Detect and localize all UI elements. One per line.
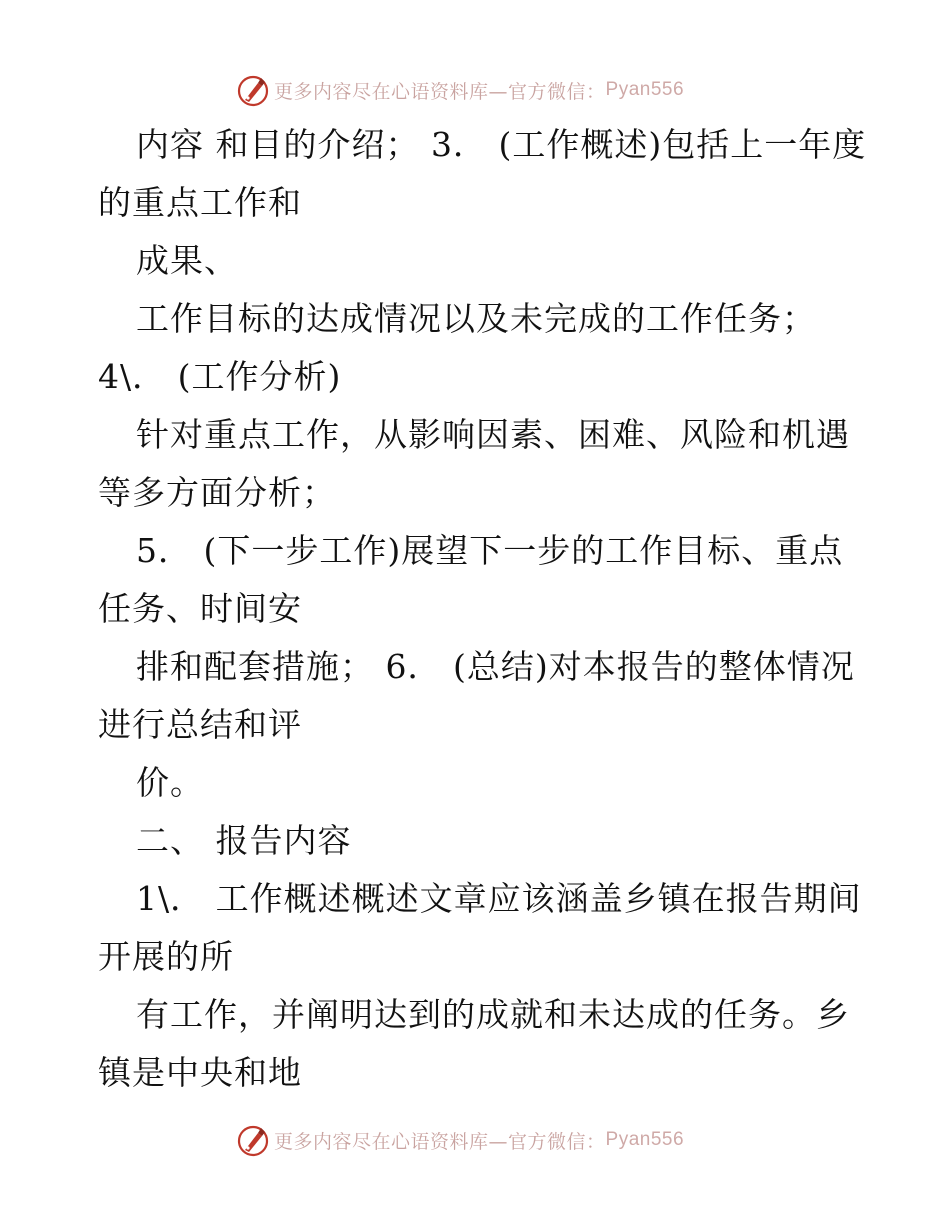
header-watermark	[236, 72, 684, 108]
text-line: 价。	[136, 763, 204, 802]
watermark-wechat-id: Pyan556	[605, 1129, 685, 1150]
text-line: 成果、	[136, 241, 238, 280]
text-line: 二、 报告内容	[136, 821, 352, 860]
text-line: 1\． 工作概述概述文章应该涵盖乡镇在报告期间	[136, 879, 862, 918]
text-line: 5． (下一步工作)展望下一步的工作目标、重点	[136, 531, 844, 570]
text-line: 任务、时间安	[98, 589, 302, 628]
watermark-wechat-id: Pyan556	[605, 79, 685, 100]
pen-logo-icon	[236, 1123, 270, 1157]
text-line: 有工作，并阐明达到的成就和未达成的任务。乡	[136, 995, 850, 1034]
text-line: 工作目标的达成情况以及未完成的工作任务；	[136, 299, 816, 338]
text-line: 的重点工作和	[98, 183, 302, 222]
document-body	[98, 116, 867, 1102]
text-line: 4\． (工作分析)	[98, 357, 342, 396]
watermark-text: 更多内容尽在心语资料库—官方微信：	[274, 1130, 606, 1153]
text-line: 内容 和目的介绍； 3． (工作概述)包括上一年度	[136, 125, 867, 164]
text-line: 开展的所	[98, 937, 234, 976]
text-line: 镇是中央和地	[98, 1053, 302, 1092]
footer-watermark	[236, 1122, 684, 1158]
watermark-text: 更多内容尽在心语资料库—官方微信：	[274, 80, 606, 103]
text-line: 排和配套措施； 6． (总结)对本报告的整体情况	[136, 647, 855, 686]
pen-logo-icon	[236, 73, 270, 107]
text-line: 进行总结和评	[98, 705, 302, 744]
text-line: 针对重点工作，从影响因素、困难、风险和机遇	[136, 415, 850, 454]
text-line: 等多方面分析；	[98, 473, 336, 512]
